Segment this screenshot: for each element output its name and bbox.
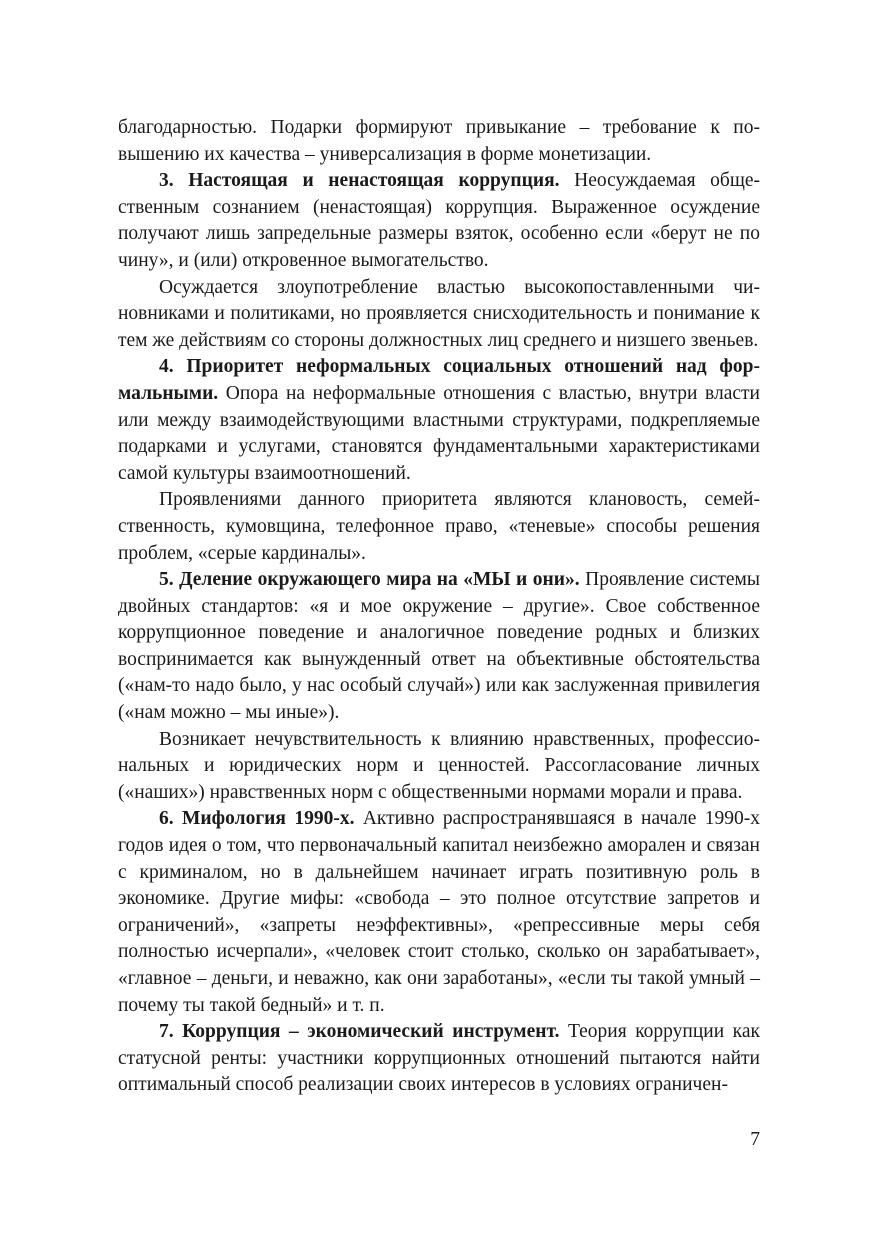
section-7-paragraph	[118, 1019, 760, 1099]
paragraph	[118, 487, 760, 567]
section-heading: 4. Приоритет неформальных социальных отношений над формальными.	[118, 356, 760, 404]
section-4-paragraph	[118, 354, 760, 487]
paragraph-text: Теория коррупции как статусной ренты: участники коррупционных отношений пытаются найти оптимальный способ реализации своих интересов в условиях ограничен-	[118, 1021, 760, 1096]
paragraph	[118, 275, 760, 355]
section-heading: 6. Мифология 1990-х.	[159, 808, 355, 830]
section-3-paragraph	[118, 168, 760, 274]
paragraph-text: Опора на неформальные отношения с властью, внутри власти или между взаимодействующими властными структурами, подкрепляемые подарками и услугами, становятся фундаментальными характеристиками самой культуры взаимоотношений.	[118, 382, 760, 484]
section-6-paragraph	[118, 806, 760, 1019]
section-heading: 7. Коррупция – экономический инструмент.	[159, 1021, 560, 1043]
paragraph-continuation	[118, 115, 760, 168]
paragraph-text: Проявление системы двойных стандартов: «я и мое окружение – другие». Свое собственное коррупционное поведение и аналогичное поведение родных и близких воспринимается как вынужденный ответ на объективные обстоятельства («нам-то надо было, у нас особый случай») или как заслуженная привилегия («нам можно – мы иные»).	[118, 569, 760, 724]
section-heading: 3. Настоящая и ненастоящая коррупция.	[159, 170, 560, 192]
section-heading: 5. Деление окружающего мира на «МЫ и они».	[159, 569, 580, 591]
paragraph-text: благодарностью. Подарки формируют привыкание – требование к повышению их качества – универсализация в форме монетизации.	[118, 117, 760, 165]
paragraph	[118, 727, 760, 807]
page-number: 7	[750, 1129, 760, 1150]
page-body	[118, 115, 760, 1099]
section-5-paragraph	[118, 567, 760, 727]
paragraph-text: Проявлениями данного приоритета являются клановость, семейственность, кумовщина, телефонное право, «теневые» способы решения проблем, «серые кардиналы».	[118, 489, 760, 564]
paragraph-text: Неосуждаемая общественным сознанием (ненастоящая) коррупция. Выраженное осуждение получают лишь запредельные размеры взяток, особенно если «берут не по чину», и (или) откровенное вымогательство.	[118, 170, 760, 271]
paragraph-text: Активно распространявшаяся в начале 1990-х годов идея о том, что первоначальный капитал неизбежно аморален и связан с криминалом, но в дальнейшем начинает играть позитивную роль в экономике. Другие мифы: «свобода – это полное отсутствие запретов и ограничений», «запреты неэффективны», «репрессивные меры себя полностью исчерпали», «человек стоит столько, сколько он зарабатывает», «главное – деньги, и неважно, как они заработаны», «если ты такой умный – почему ты такой бедный» и т. п.	[118, 808, 760, 1016]
paragraph-text: Осуждается злоупотребление властью высокопоставленными чиновниками и политиками, но проявляется снисходительность и понимание к тем же действиям со стороны должностных лиц среднего и низшего звеньев.	[118, 276, 760, 351]
paragraph-text: Возникает нечувствительность к влиянию нравственных, профессиональных и юридических норм и ценностей. Рассогласование личных («наших») нравственных норм с общественными нормами морали и права.	[118, 728, 760, 803]
